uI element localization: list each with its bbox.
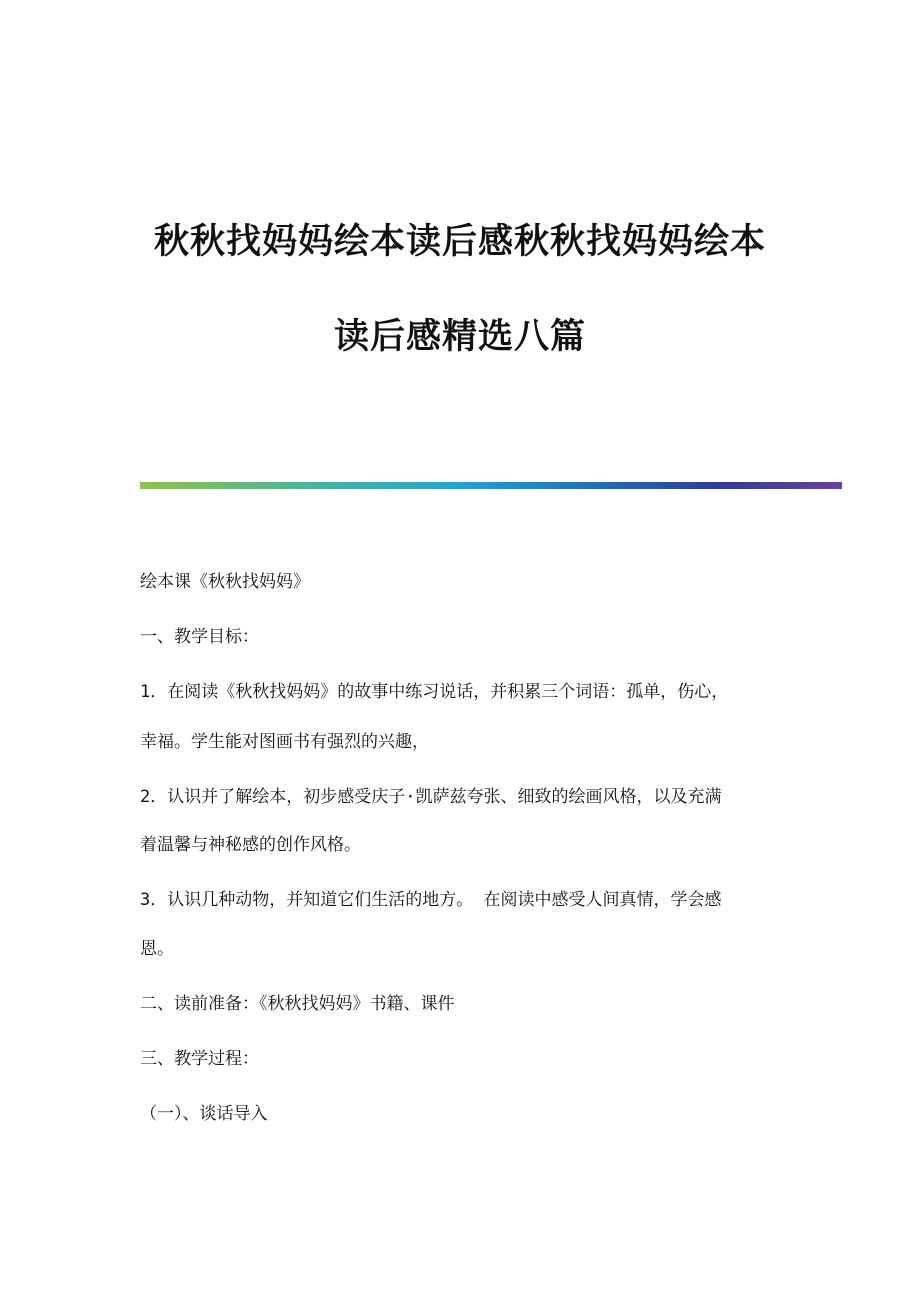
paragraph-line: 幸福。学生能对图画书有强烈的兴趣， bbox=[140, 732, 429, 752]
document-title-line-1: 秋秋找妈妈绘本读后感秋秋找妈妈绘本 bbox=[153, 221, 766, 262]
paragraph-line: 一、教学目标： bbox=[140, 627, 259, 647]
paragraph-line: （一）、谈话导入 bbox=[140, 1104, 268, 1124]
paragraph-line: 绘本课《秋秋找妈妈》 bbox=[140, 572, 310, 592]
paragraph-line: 二、读前准备：《秋秋找妈妈》书籍、课件 bbox=[140, 994, 455, 1014]
paragraph-line: 三、教学过程： bbox=[140, 1049, 259, 1069]
gradient-divider bbox=[140, 482, 842, 489]
document-title-line-2: 读后感精选八篇 bbox=[333, 316, 586, 357]
paragraph-line: 恩。 bbox=[140, 939, 174, 959]
paragraph-line: 3．认识几种动物，并知道它们生活的地方。 在阅读中感受人间真情，学会感 bbox=[140, 890, 722, 910]
paragraph-line: 着温馨与神秘感的创作风格。 bbox=[140, 835, 361, 855]
paragraph-line: 1．在阅读《秋秋找妈妈》的故事中练习说话，并积累三个词语：孤单，伤心， bbox=[140, 682, 729, 702]
paragraph-line: 2．认识并了解绘本，初步感受庆子·凯萨兹夸张、细致的绘画风格，以及充满 bbox=[140, 787, 722, 807]
